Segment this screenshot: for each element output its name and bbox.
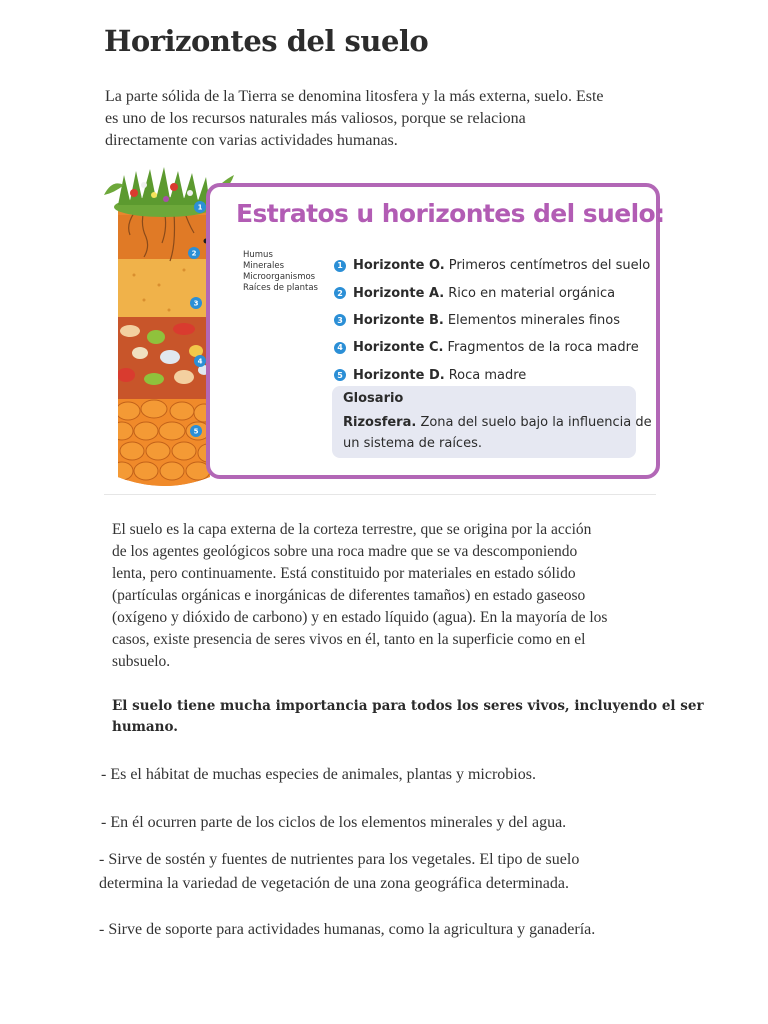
horizon-name: Horizonte A. [353, 285, 445, 301]
bullet-line: - En él ocurren parte de los ciclos de los elementos minerales y del agua. [101, 814, 567, 831]
marker-4-label: 4 [197, 357, 203, 366]
horizon-item [334, 307, 654, 334]
bullet-line: determina la variedad de vegetación de una zona geográfica determinada. [99, 875, 569, 892]
importance-line: humano. [112, 719, 178, 735]
bullet-item [99, 848, 579, 896]
glossary-term: Rizosfera. [343, 415, 417, 430]
panel-title: Estratos u horizontes del suelo: [236, 199, 665, 228]
horizon-item [334, 334, 654, 361]
bullet-item [99, 918, 595, 942]
horizon-item [334, 362, 654, 389]
number-badge-icon: 2 [334, 287, 346, 299]
body-paragraph [112, 519, 652, 673]
horizon-desc: Rico en material orgánica [448, 285, 616, 301]
bullet-item [101, 811, 566, 835]
horizon-desc: Elementos minerales finos [447, 312, 621, 328]
horizon-item [334, 252, 654, 279]
paragraph-line: lenta, pero continuamente. Está constituido por materiales en estado sólido [112, 565, 576, 582]
bullet-line: - Sirve de sostén y fuentes de nutrientes para los vegetales. El tipo de suelo [99, 851, 580, 868]
bullet-line: - Es el hábitat de muchas especies de animales, plantas y microbios. [101, 766, 536, 783]
bracket-item: Minerales [243, 261, 285, 271]
bracket-item: Humus [243, 250, 273, 260]
glossary-line: un sistema de raíces. [343, 436, 482, 451]
horizon-desc: Fragmentos de la roca madre [447, 340, 639, 356]
bracket-item: Raíces de plantas [243, 283, 318, 293]
number-badge-icon: 3 [334, 314, 346, 326]
horizon-b-layer [114, 259, 214, 317]
number-badge-icon: 5 [334, 369, 346, 381]
page-title: Horizontes del suelo [104, 24, 429, 58]
glossary-line [343, 415, 652, 430]
intro-paragraph [105, 86, 665, 152]
horizon-item [334, 279, 654, 306]
importance-statement [112, 696, 704, 738]
paragraph-line: casos, existe presencia de seres vivos en él, tanto en la superficie como en el [112, 631, 586, 648]
bracket-item: Microorganismos [243, 272, 316, 282]
horizon-desc: Roca madre [448, 367, 527, 383]
marker-2-label: 2 [191, 249, 197, 258]
intro-line: La parte sólida de la Tierra se denomina litosfera y la más externa, suelo. Este [105, 88, 604, 105]
horizon-list [334, 252, 654, 389]
bracket-list [243, 250, 318, 294]
divider [104, 494, 656, 495]
intro-line: es uno de los recursos naturales más valiosos, porque se relaciona [105, 110, 526, 127]
importance-line: El suelo tiene mucha importancia para todos los seres vivos, incluyendo el ser [112, 698, 704, 714]
marker-5-label: 5 [193, 427, 199, 436]
horizon-name: Horizonte D. [353, 367, 445, 383]
bullet-item [101, 763, 536, 787]
glossary-title: Glosario [343, 391, 404, 406]
paragraph-line: El suelo es la capa externa de la corteza terrestre, que se origina por la acción [112, 521, 592, 538]
marker-3-label: 3 [193, 299, 199, 308]
paragraph-line: subsuelo. [112, 653, 171, 670]
paragraph-line: de los agentes geológicos sobre una roca madre que se va descomponiendo [112, 543, 578, 560]
number-badge-icon: 4 [334, 342, 346, 354]
intro-line: directamente con varias actividades humanas. [105, 132, 398, 149]
paragraph-line: (oxígeno y dióxido de carbono) y en estado líquido (agua). En la mayoría de los [112, 609, 608, 626]
horizon-name: Horizonte C. [353, 340, 444, 356]
glossary-definition: Zona del suelo bajo la influencia de [420, 415, 652, 430]
bullet-line: - Sirve de soporte para actividades humanas, como la agricultura y ganadería. [99, 921, 596, 938]
number-badge-icon: 1 [334, 260, 346, 272]
horizon-name: Horizonte O. [353, 258, 445, 274]
horizon-desc: Primeros centímetros del suelo [448, 258, 651, 274]
glossary-box [332, 386, 652, 458]
paragraph-line: (partículas orgánicas e inorgánicas de diferentes tamaños) en estado gaseoso [112, 587, 586, 604]
horizon-name: Horizonte B. [353, 312, 444, 328]
marker-1-label: 1 [197, 203, 203, 212]
